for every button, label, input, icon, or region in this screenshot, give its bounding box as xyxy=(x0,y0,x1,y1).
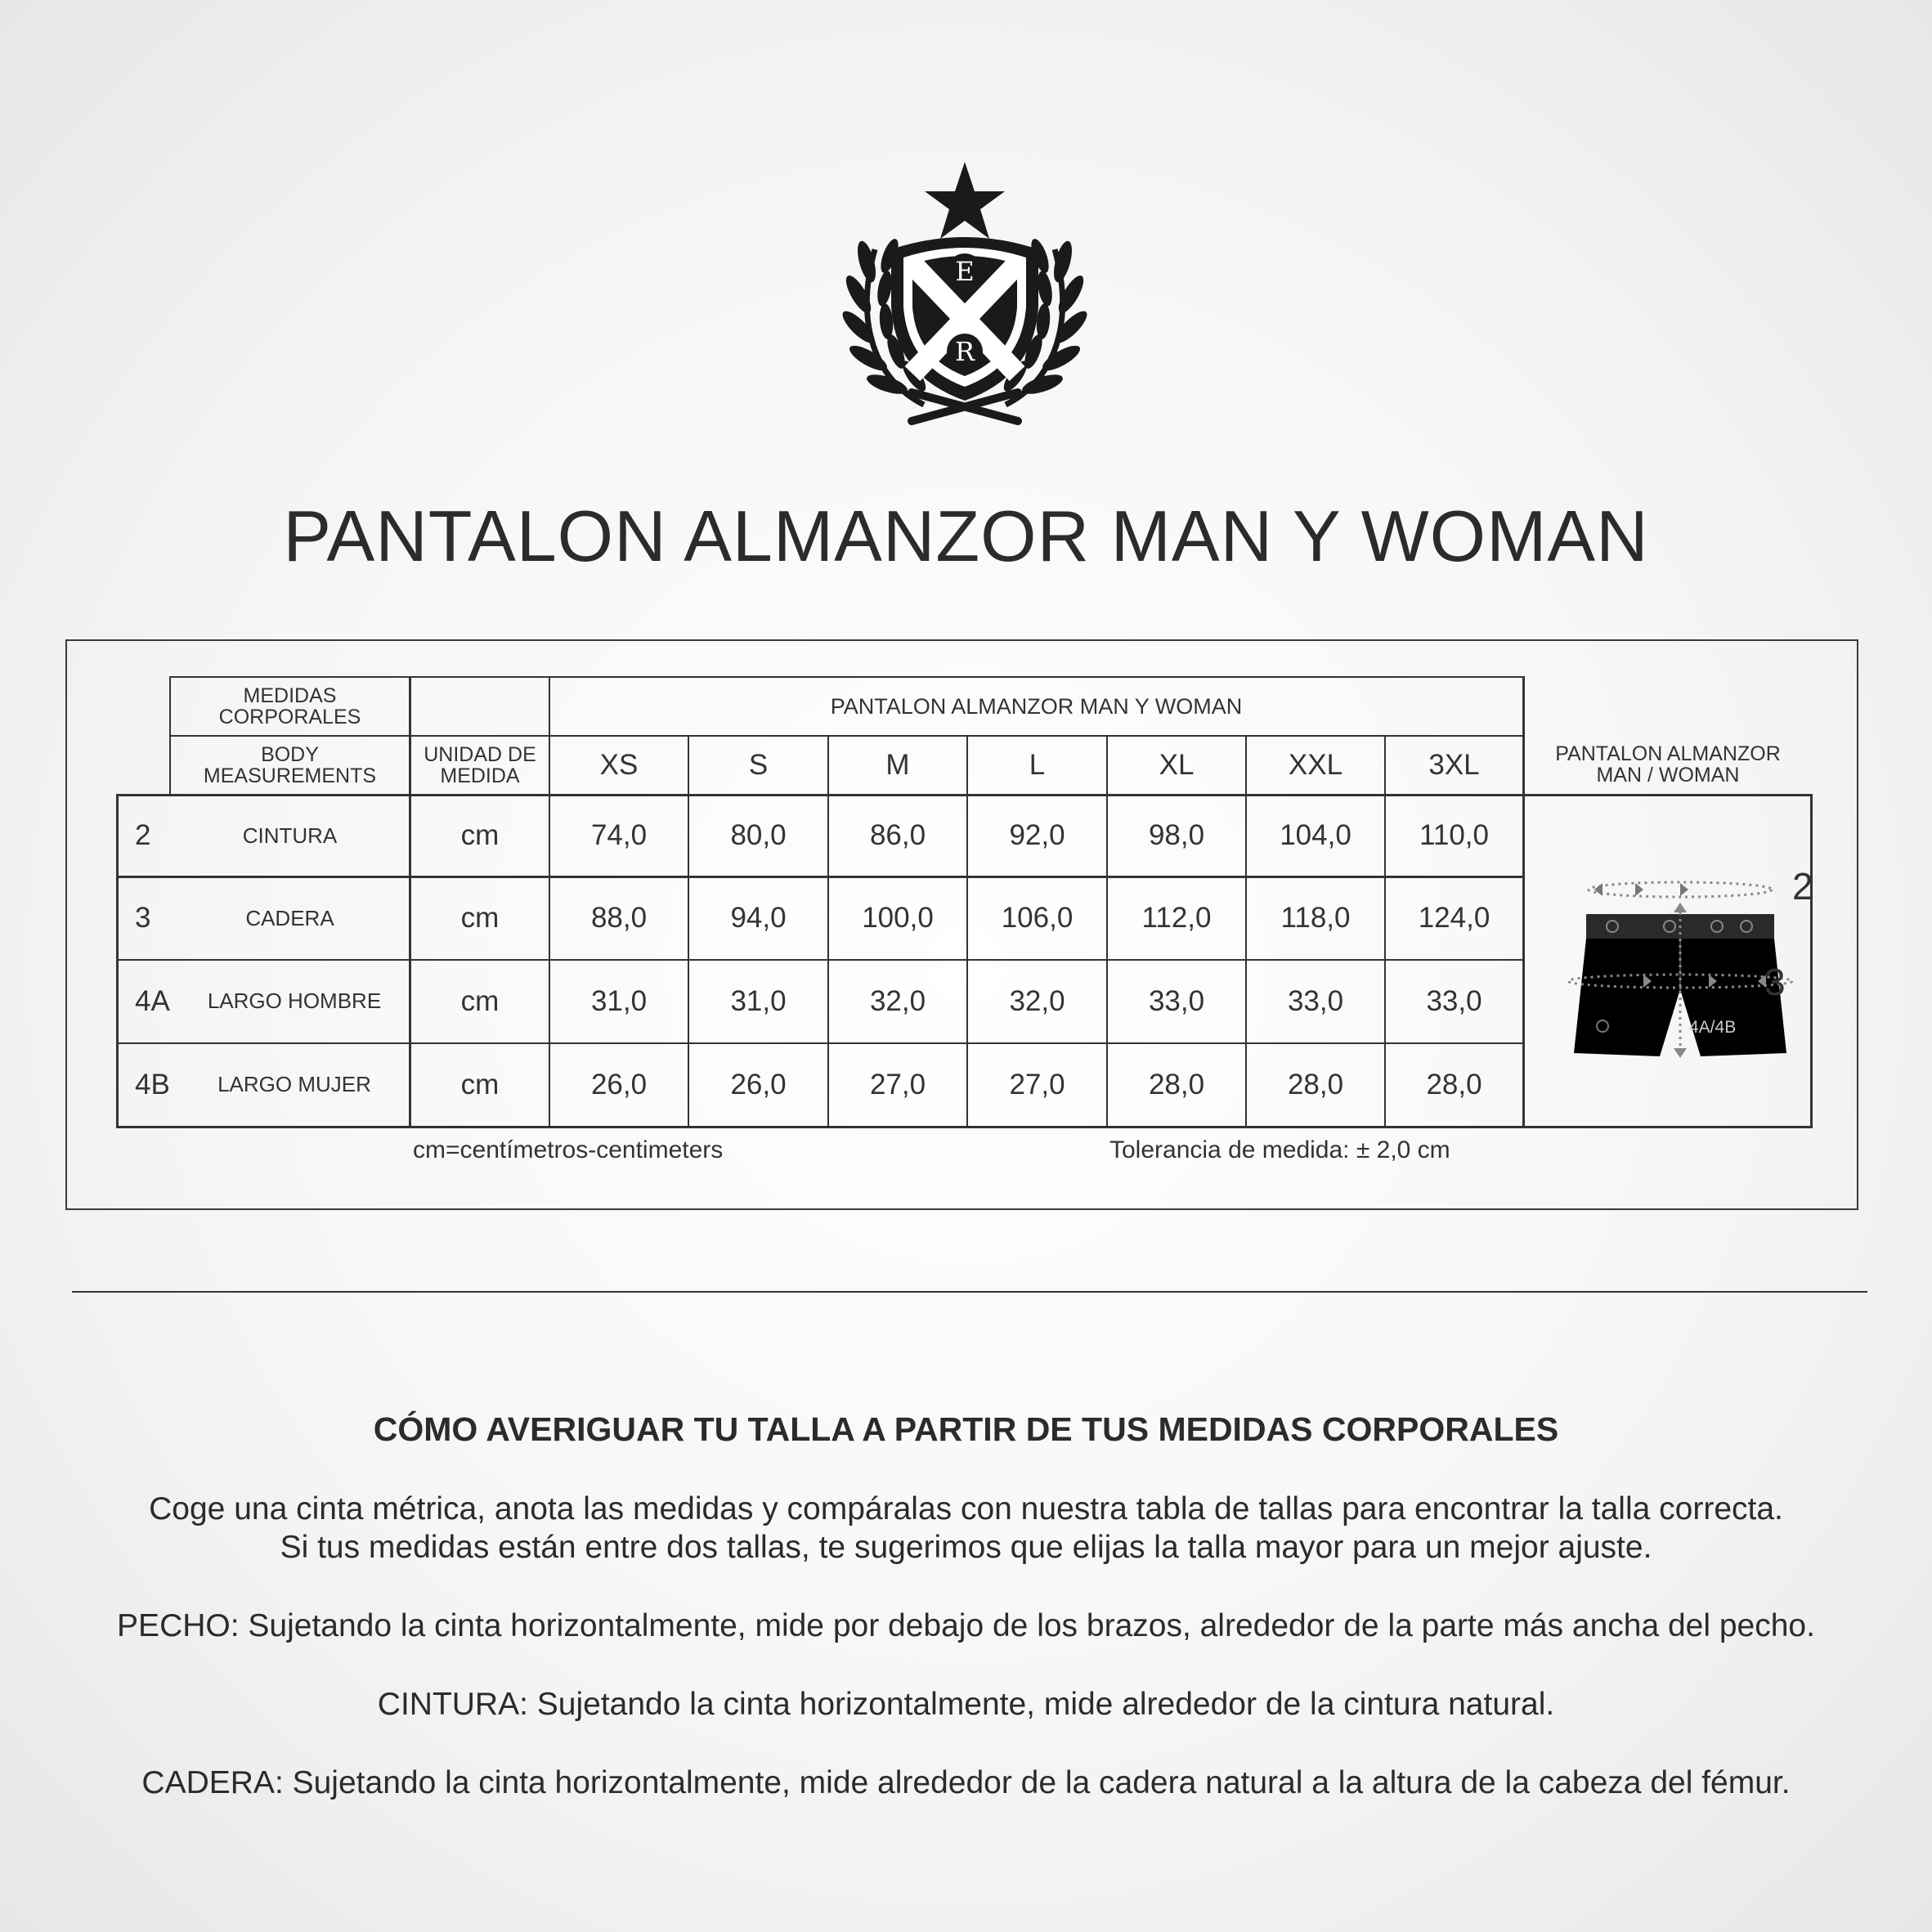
value-cell: 80,0 xyxy=(730,819,787,852)
value-cell: 33,0 xyxy=(1287,984,1344,1017)
tolerance-note: Tolerancia de medida: ± 2,0 cm xyxy=(1109,1136,1450,1163)
value-cell: 33,0 xyxy=(1426,984,1482,1017)
units-note: cm=centímetros-centimeters xyxy=(413,1136,724,1163)
diagram-label-waist: 2 xyxy=(1792,865,1813,908)
header-body-measurements-es: MEDIDAS CORPORALES xyxy=(218,684,361,728)
value-cell: 110,0 xyxy=(1419,819,1489,852)
star-icon xyxy=(925,162,1005,239)
brand-crest-logo xyxy=(842,159,1087,429)
row-unit: cm xyxy=(460,1068,500,1100)
row-number: 4B xyxy=(135,1068,170,1100)
value-cell: 94,0 xyxy=(730,902,787,935)
value-cell: 88,0 xyxy=(590,902,648,935)
info-chest: PECHO: Sujetando la cinta horizontalmente, mide por debajo de los brazos, alrededor de la parte más ancha del pecho. xyxy=(117,1608,1815,1643)
value-cell: 98,0 xyxy=(1148,819,1205,852)
size-header-xs: XS xyxy=(599,748,639,781)
row-unit: cm xyxy=(460,819,500,852)
header-product: PANTALON ALMANZOR MAN Y WOMAN xyxy=(830,693,1243,719)
info-waist: CINTURA: Sujetando la cinta horizontalmente, mide alrededor de la cintura natural. xyxy=(377,1687,1555,1722)
size-header-l: L xyxy=(1029,748,1046,781)
header-diagram: PANTALON ALMANZOR MAN / WOMAN xyxy=(1555,742,1781,787)
shorts-measurement-diagram xyxy=(1537,865,1813,1071)
logo-letter-e: E xyxy=(955,256,975,287)
size-header-xl: XL xyxy=(1159,748,1195,781)
size-header-3xl: 3XL xyxy=(1428,748,1480,781)
value-cell: 33,0 xyxy=(1148,984,1205,1017)
value-cell: 32,0 xyxy=(1009,984,1065,1017)
value-cell: 31,0 xyxy=(590,984,648,1017)
info-hip: CADERA: Sujetando la cinta horizontalmente, mide alrededor de la cadera natural a la altura de la cabeza del fémur. xyxy=(141,1765,1791,1800)
size-header-m: M xyxy=(885,748,910,781)
value-cell: 26,0 xyxy=(590,1068,648,1100)
value-cell: 104,0 xyxy=(1280,819,1352,852)
logo-letter-r: R xyxy=(954,336,975,367)
row-label: CINTURA xyxy=(242,823,338,848)
header-unit: UNIDAD DE MEDIDA xyxy=(424,742,536,787)
row-label: LARGO MUJER xyxy=(217,1072,371,1097)
row-unit: cm xyxy=(460,902,500,935)
diagram-label-hip: 3 xyxy=(1764,961,1786,1003)
value-cell: 31,0 xyxy=(730,984,787,1017)
diagram-label-length: 4A/4B xyxy=(1689,1018,1737,1037)
info-intro-line-1: Coge una cinta métrica, anota las medidas y compáralas con nuestra tabla de tallas para encontrar la talla correcta. xyxy=(149,1491,1783,1526)
value-cell: 28,0 xyxy=(1148,1068,1205,1100)
value-cell: 86,0 xyxy=(869,819,926,852)
size-header-s: S xyxy=(748,748,769,781)
section-divider xyxy=(72,1291,1867,1293)
value-cell: 118,0 xyxy=(1280,902,1351,935)
row-number: 4A xyxy=(135,984,170,1017)
info-intro-line-2: Si tus medidas están entre dos tallas, te sugerimos que elijas la talla mayor para un mejor ajuste. xyxy=(280,1530,1652,1565)
value-cell: 74,0 xyxy=(590,819,648,852)
value-cell: 32,0 xyxy=(869,984,926,1017)
value-cell: 112,0 xyxy=(1141,902,1212,935)
header-body-measurements-en: BODY MEASUREMENTS xyxy=(203,742,377,787)
value-cell: 106,0 xyxy=(1001,902,1074,935)
row-unit: cm xyxy=(460,984,500,1017)
value-cell: 92,0 xyxy=(1009,819,1065,852)
value-cell: 100,0 xyxy=(862,902,934,935)
info-heading: CÓMO AVERIGUAR TU TALLA A PARTIR DE TUS MEDIDAS CORPORALES xyxy=(373,1410,1559,1448)
value-cell: 28,0 xyxy=(1426,1068,1482,1100)
value-cell: 28,0 xyxy=(1287,1068,1344,1100)
page-title: PANTALON ALMANZOR MAN Y WOMAN xyxy=(283,495,1649,576)
value-cell: 26,0 xyxy=(730,1068,787,1100)
value-cell: 124,0 xyxy=(1418,902,1490,935)
value-cell: 27,0 xyxy=(869,1068,926,1100)
size-header-xxl: XXL xyxy=(1288,748,1343,781)
row-label: LARGO HOMBRE xyxy=(207,988,382,1014)
value-cell: 27,0 xyxy=(1009,1068,1065,1100)
row-label: CADERA xyxy=(245,905,334,930)
row-number: 3 xyxy=(135,902,151,935)
row-number: 2 xyxy=(135,819,151,852)
